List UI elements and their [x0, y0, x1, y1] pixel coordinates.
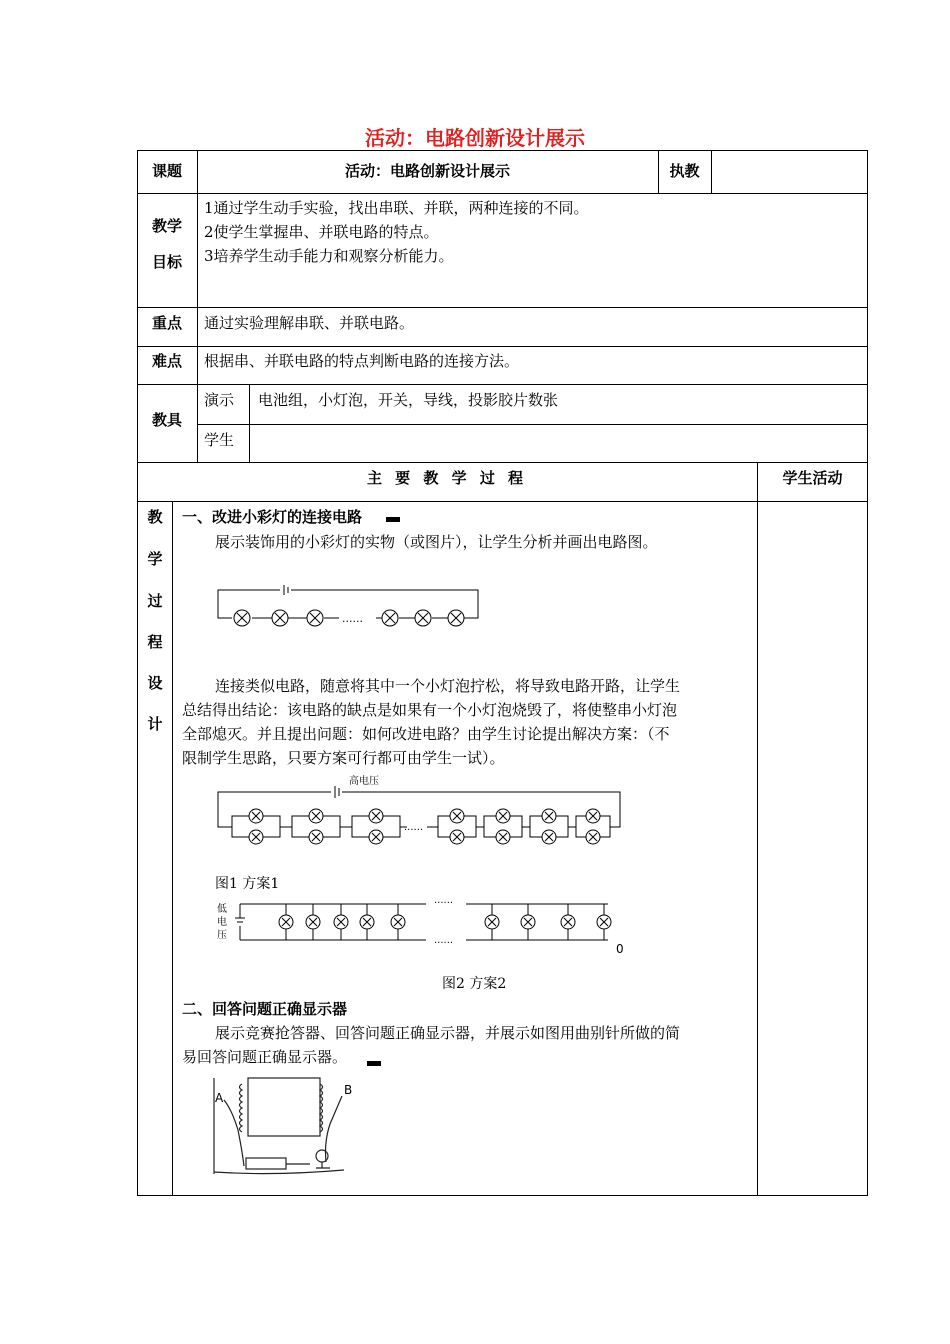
section2-mark [367, 1061, 381, 1066]
side-char-6: 计 [147, 715, 163, 733]
sketch-label-b: B [344, 1083, 353, 1097]
fig1-voltage-label: 高电压 [349, 776, 379, 787]
fig2-voltage-char-1: 低 [217, 904, 227, 915]
fig2-caption: 图2 方案2 [442, 976, 507, 992]
sketch-label-a: A [215, 1091, 224, 1105]
tools-student-label: 学生 [204, 431, 235, 449]
student-activity-header: 学生活动 [782, 469, 843, 487]
side-char-4: 程 [147, 633, 163, 651]
heading-mark [386, 517, 400, 522]
difficulty-value: 根据串、并联电路的特点判断电路的连接方法。 [204, 352, 520, 370]
section1-heading: 一、改进小彩灯的连接电路 [182, 508, 363, 526]
section1-para-line-2: 总结得出结论：该电路的缺点是如果有一个小灯泡烧毁了，将使整串小灯泡 [182, 701, 678, 719]
section1-para-line-4: 限制学生思路，只要方案可行都可由学生一试）。 [182, 749, 505, 767]
goals-label-2: 目标 [151, 253, 182, 271]
difficulty-label: 难点 [151, 352, 182, 370]
section2-heading: 二、回答问题正确显示器 [182, 1000, 348, 1018]
fig1-caption: 图1 方案1 [215, 876, 280, 892]
key-point-label: 重点 [151, 314, 182, 332]
series-dots: ...... [342, 612, 363, 625]
fig1-dots: ...... [404, 822, 424, 833]
topic-label: 课题 [151, 162, 182, 180]
side-char-2: 学 [147, 550, 163, 568]
section1-para-line-3: 全部熄灭。并且提出问题：如何改进电路？由学生讨论提出解决方案：（不 [182, 725, 670, 743]
fig2-dots-top: ...... [434, 895, 454, 906]
fig2-voltage-char-2: 电 [217, 917, 227, 928]
topic-value: 活动：电路创新设计展示 [344, 162, 510, 180]
section2-line-1: 展示竞赛抢答器、回答问题正确显示器，并展示如图用曲别针所做的简 [215, 1024, 681, 1042]
side-char-5: 设 [147, 674, 163, 692]
tools-demo-value: 电池组，小灯泡，开关，导线，投影胶片数张 [258, 391, 559, 409]
tools-label: 教具 [151, 411, 182, 429]
section2-line-2: 易回答问题正确显示器。 [182, 1048, 348, 1066]
teacher-label: 执教 [669, 162, 700, 180]
key-point-value: 通过实验理解串联、并联电路。 [204, 314, 415, 332]
side-char-3: 过 [147, 592, 163, 610]
scheme2-circuit-diagram [214, 894, 634, 958]
goal-item-2: 2使学生掌握串、并联电路的特点。 [204, 223, 439, 241]
fig2-mark: 0 [616, 942, 624, 956]
goal-item-3: 3培养学生动手能力和观察分析能力。 [204, 247, 454, 265]
document-title: 活动：电路创新设计展示 [365, 126, 585, 150]
tools-demo-label: 演示 [204, 391, 235, 409]
section1-para-line-1: 连接类似电路，随意将其中一个小灯泡拧松，将导致电路开路，让学生 [215, 677, 681, 695]
goals-label-1: 教学 [151, 217, 182, 235]
goal-item-1: 1通过学生动手实验，找出串联、并联，两种连接的不同。 [204, 199, 589, 217]
section1-intro: 展示装饰用的小彩灯的实物（或图片），让学生分析并画出电路图。 [215, 533, 658, 551]
answer-indicator-sketch [212, 1072, 362, 1178]
fig2-dots-bottom: ...... [434, 935, 454, 946]
fig2-voltage-char-3: 压 [217, 930, 227, 941]
scheme1-circuit-diagram [214, 772, 626, 850]
process-header: 主 要 教 学 过 程 [366, 469, 528, 487]
series-circuit-diagram [214, 582, 484, 628]
side-char-1: 教 [147, 508, 163, 526]
